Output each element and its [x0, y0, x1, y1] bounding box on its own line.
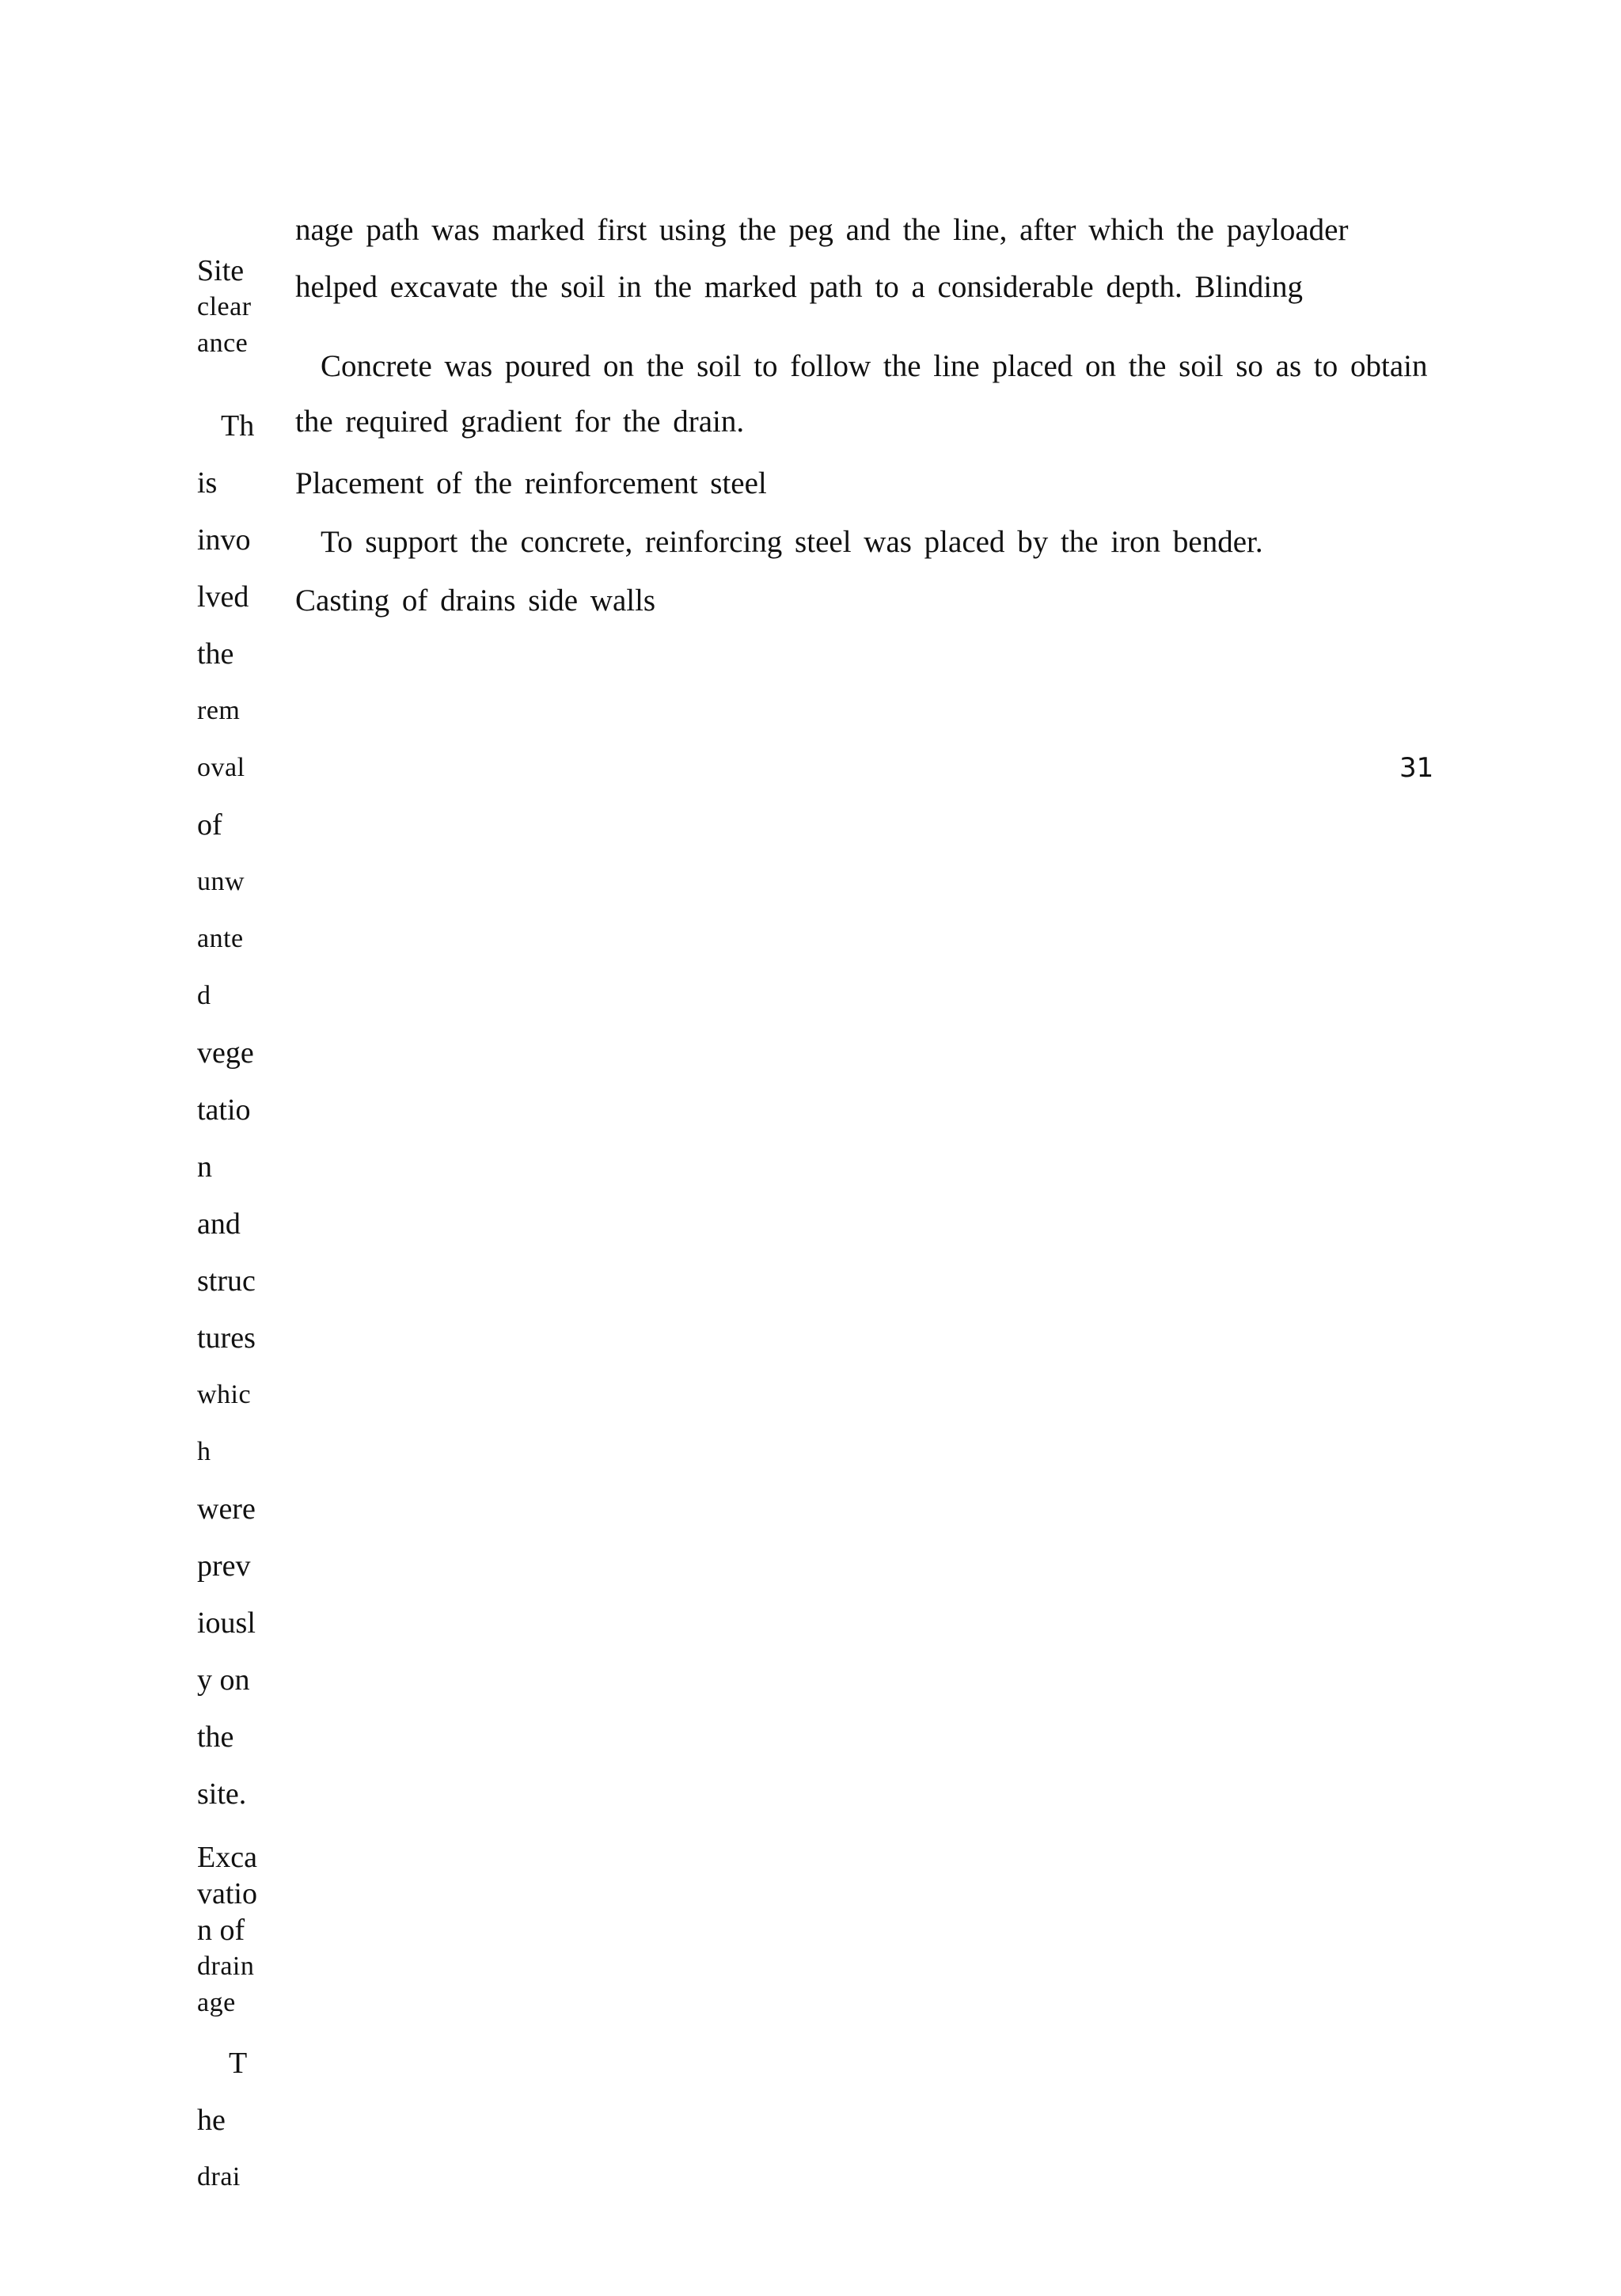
- left-line: n of: [197, 1914, 245, 1947]
- left-line: whic: [197, 1380, 252, 1409]
- left-line: oval: [197, 753, 245, 782]
- left-line: invo: [197, 523, 251, 557]
- left-line: lved: [197, 580, 249, 614]
- left-line: the: [197, 1720, 234, 1754]
- left-line: rem: [197, 696, 241, 725]
- left-line: tatio: [197, 1093, 251, 1127]
- left-line: ante: [197, 924, 244, 953]
- left-line: age: [197, 1988, 236, 2017]
- section-heading: Placement of the reinforcement steel: [295, 466, 767, 500]
- body-line: nage path was marked first using the peg and the line, after which the payloader: [295, 213, 1349, 247]
- left-line: prev: [197, 1549, 251, 1583]
- left-line: of: [197, 808, 222, 842]
- left-line: vatio: [197, 1877, 257, 1910]
- left-line: T: [229, 2047, 248, 2080]
- left-line: vege: [197, 1036, 254, 1070]
- left-line: were: [197, 1492, 256, 1526]
- left-line: site.: [197, 1777, 247, 1811]
- left-line: and: [197, 1207, 241, 1241]
- left-line: Th: [221, 409, 255, 443]
- left-line: clear: [197, 292, 252, 321]
- left-line: unw: [197, 867, 245, 896]
- left-line: Exca: [197, 1841, 257, 1874]
- left-line: drain: [197, 1952, 255, 1981]
- body-line: To support the concrete, reinforcing steel was placed by the iron bender.: [321, 525, 1263, 559]
- left-line: the: [197, 637, 234, 671]
- section-heading: Casting of drains side walls: [295, 584, 656, 618]
- body-line: the required gradient for the drain.: [295, 405, 745, 439]
- body-line: Concrete was poured on the soil to follow the line placed on the soil so as to obtain: [321, 349, 1428, 383]
- page-number: 31: [1399, 752, 1434, 784]
- left-line: d: [197, 981, 211, 1010]
- left-line: tures: [197, 1321, 256, 1355]
- left-line: Site: [197, 254, 245, 287]
- left-line: ance: [197, 329, 249, 358]
- left-line: h: [197, 1437, 211, 1466]
- left-line: he: [197, 2104, 226, 2137]
- left-line: iousl: [197, 1606, 256, 1640]
- left-line: is: [197, 466, 218, 500]
- left-line: n: [197, 1150, 212, 1184]
- body-line: helped excavate the soil in the marked path to a considerable depth. Blinding: [295, 270, 1304, 304]
- left-line: y on: [197, 1663, 250, 1697]
- left-line: struc: [197, 1264, 256, 1298]
- left-line: drai: [197, 2162, 241, 2191]
